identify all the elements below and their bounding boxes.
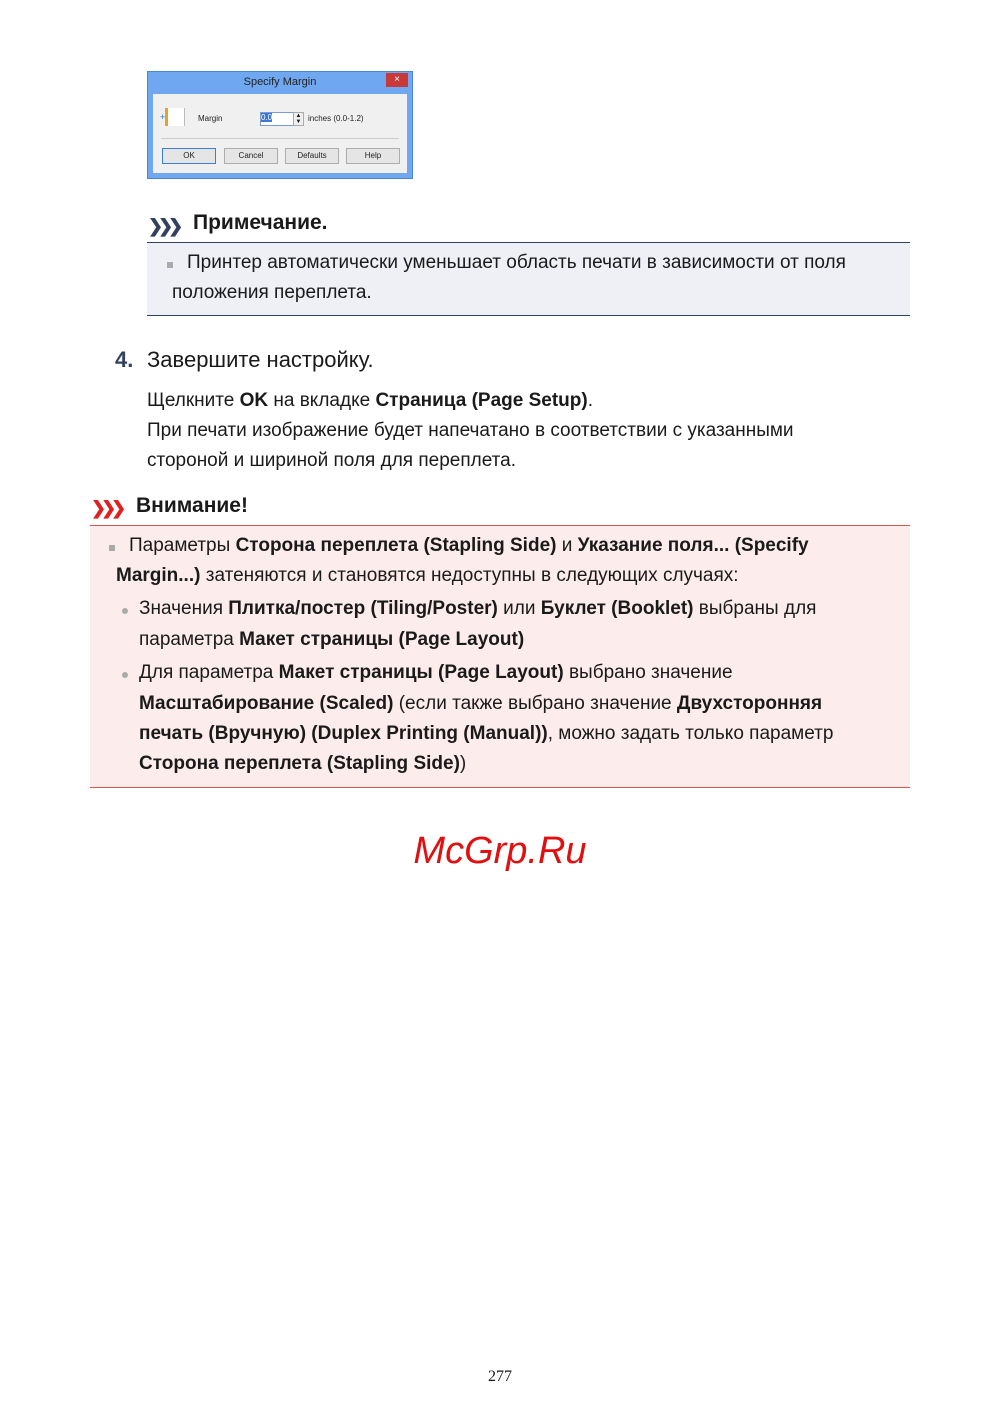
specify-margin-dialog — [147, 71, 413, 179]
note-text-cont: положения переплета. — [172, 282, 372, 303]
warning-box: Параметры Сторона переплета (Stapling Side) и Указание поля... (Specify Margin...) затеняются и становятся недоступны в следующих случаях: Значения Плитка/постер (Tiling/Poster) или Буклет (Booklet) выбраны для параметра Макет страницы (Page Layout) Для параметра Макет страницы (Page Layout) выбрано значение Масштабирование (Scaled) (если также выбрано значение Двухсторонняя печать (Вручную) (Duplex Printing (Manual)), можно задать только параметр Сторона переплета (Stapling Side)) — [90, 525, 910, 788]
note-title: Примечание. — [193, 211, 328, 234]
dialog-title: Specify Margin — [243, 76, 317, 88]
watermark: McGrp.Ru — [413, 830, 587, 872]
list-item: Значения Плитка/постер (Tiling/Poster) или Буклет (Booklet) выбраны для — [122, 594, 816, 624]
margin-label: Margin — [198, 114, 223, 123]
note-box — [147, 242, 910, 316]
ok-button[interactable]: OK — [162, 148, 216, 164]
margin-input[interactable]: 0.0 — [260, 112, 294, 126]
cancel-button[interactable]: Cancel — [224, 148, 278, 164]
help-button[interactable]: Help — [346, 148, 400, 164]
list-item: Для параметра Макет страницы (Page Layout) выбрано значение — [122, 658, 733, 688]
step-body: Щелкните OK на вкладке Страница (Page Setup). При печати изображение будет напечатано в соответствии с указанными стороной и шириной поля для переплета. — [147, 390, 794, 471]
binding-margin-icon: + — [165, 108, 185, 126]
unit-label: inches (0.0-1.2) — [308, 114, 364, 123]
warning-arrows-icon: ❯❯❯ — [91, 498, 122, 518]
note-text: Принтер автоматически уменьшает область печати в зависимости от поля — [187, 252, 846, 273]
margin-spinner[interactable]: ▲ ▼ — [293, 112, 304, 126]
note-arrows-icon: ❯❯❯ — [148, 216, 179, 236]
close-button[interactable]: × — [386, 73, 408, 87]
page-number: 277 — [488, 1368, 512, 1385]
step-number: 4. — [115, 347, 134, 372]
warning-title: Внимание! — [136, 494, 248, 517]
defaults-button[interactable]: Defaults — [285, 148, 339, 164]
step-title: Завершите настройку. — [147, 347, 374, 372]
